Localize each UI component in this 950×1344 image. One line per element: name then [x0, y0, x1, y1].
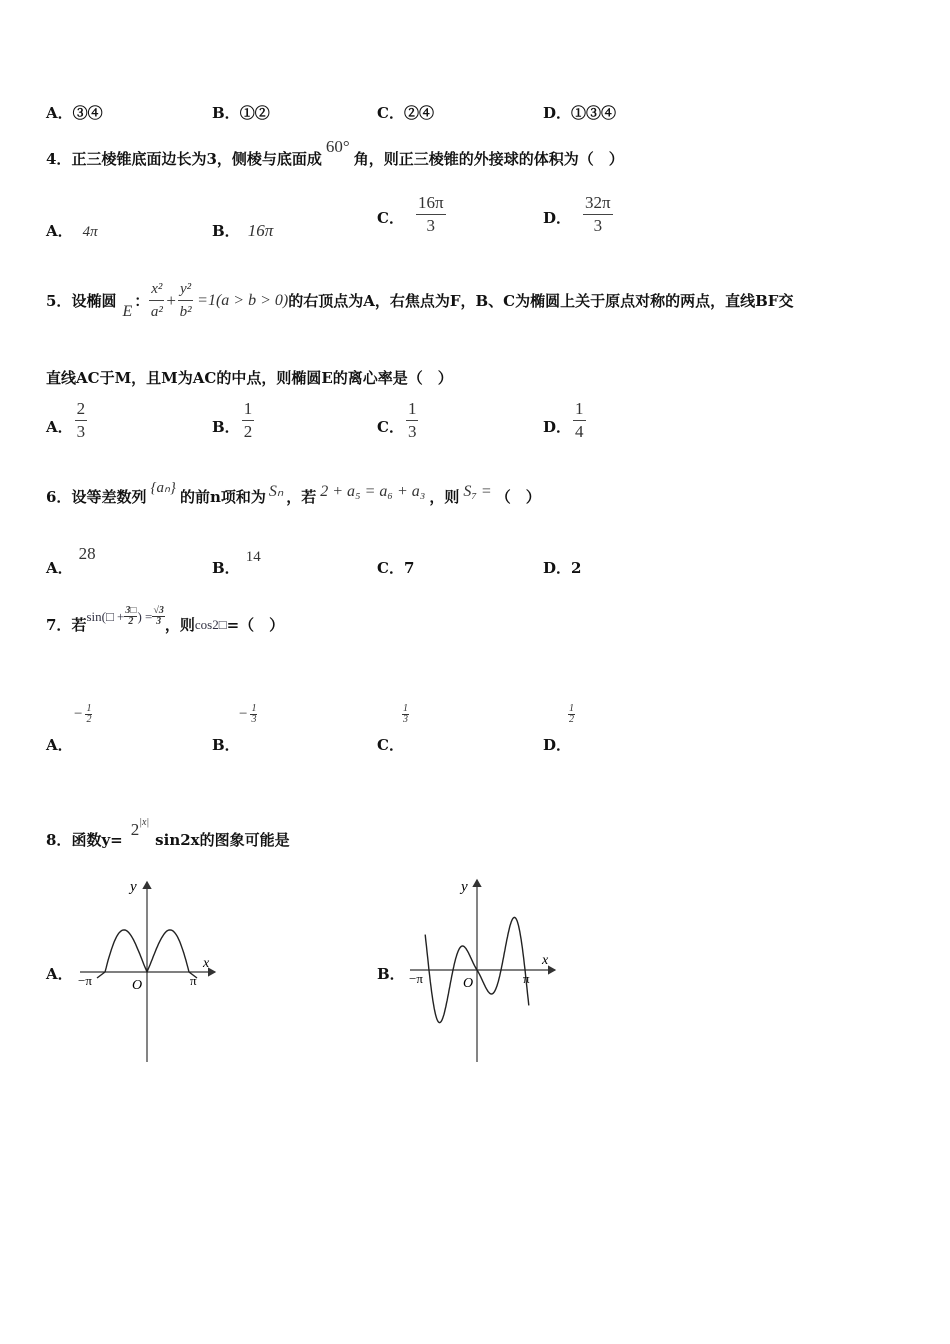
q5-line1-rest: 的右顶点为A，右焦点为F，B、C为椭圆上关于原点对称的两点，直线BF交 [288, 292, 794, 310]
q8-graph-a-x-label: x [203, 956, 210, 971]
q5-option-a: A． $\frac{2}{3}$ [46, 399, 86, 441]
q3-option-b-value: ①② [239, 104, 270, 122]
q7-option-c-value: $\frac{1}{3}$ [403, 703, 408, 725]
q4-number: 4． [46, 150, 72, 168]
q4-option-b-value: 16π [247, 221, 274, 240]
q8-graph-b-y-label: y [461, 879, 468, 895]
q8-graph-b-x-label: x [542, 953, 549, 968]
q7-stem [46, 605, 285, 635]
q5-x-fraction: $\frac{\text{x²}}{\text{a²}}$ [150, 281, 163, 320]
q3-option-c-value: ②④ [403, 104, 434, 122]
q6-option-d-value: 2 [571, 559, 582, 577]
q6-sequence: {aₙ} [150, 480, 176, 496]
q4-option-a-value: 4π [82, 224, 98, 240]
q5-colon: ： [134, 292, 150, 310]
q6-option-b: B．14 [212, 549, 261, 577]
q8-graph-a-pi: π [190, 973, 197, 988]
q4-stem [46, 137, 624, 169]
q8-graph-a [70, 872, 230, 1067]
q5-text1: 设椭圆 [71, 292, 117, 310]
q6-text3: ，若 [286, 488, 317, 506]
q4-text-before: 正三棱锥底面边长为3，侧棱与底面成 [71, 150, 322, 168]
q8-option-b: B． [377, 965, 405, 983]
q8-graph-b-neg-pi: −π [409, 971, 423, 986]
q8-text2: sin2x的图象可能是 [155, 831, 290, 849]
q3-option-b: B．①② [212, 104, 270, 122]
q5-stem-line1: 5． 设椭圆 E ： $\frac{\text{x²}}{\text{a²}}$ + $\frac{\text{y²}}{\text{b²}}$ =1(a > b > 0) 的右顶点为A，右焦点为F，B、C为椭圆上关于原点对称的两点，直线BF交 [46, 281, 794, 320]
q8-number: 8． [46, 831, 72, 849]
q8-graph-a-neg-pi: −π [78, 973, 92, 988]
q7-condition: sin(□ + $\frac{3□}{2}$ ) = $\frac{√3}{3}$ [86, 605, 164, 627]
q5-option-d-fraction: $\frac{1}{4}$ [575, 399, 584, 441]
q4-text-after: 角，则正三棱锥的外接球的体积为（ ） [353, 150, 624, 168]
q6-option-d: D．2 [543, 559, 582, 577]
q5-option-c: C． $\frac{1}{3}$ [377, 399, 417, 441]
q8-graph-b [405, 872, 565, 1067]
q6-option-b-value: 14 [245, 549, 261, 565]
q3-option-d: D．①③④ [543, 104, 617, 122]
q5-option-c-fraction: $\frac{1}{3}$ [407, 399, 417, 441]
q6-text5: （ ） [495, 488, 541, 506]
q4-option-b: B． 16π [212, 221, 274, 240]
q8-graph-a-y-label: y [130, 879, 137, 895]
q5-option-a-fraction: $\frac{2}{3}$ [76, 399, 86, 441]
q6-number: 6． [46, 488, 72, 506]
q7-option-c: C． [377, 736, 404, 754]
q5-stem-line2: 直线AC于M，且M为AC的中点，则椭圆E的离心率是（ ） [46, 369, 453, 387]
q6-option-a-value: 28 [78, 544, 96, 563]
q7-option-b-value: − $\frac{1}{3}$ [239, 703, 257, 725]
q4-option-d: D． $\frac{32\pi}{3}$ [543, 193, 611, 235]
q5-option-b-fraction: $\frac{1}{2}$ [243, 399, 253, 441]
q8-graph-a-origin: O [132, 978, 143, 993]
q8-stem [46, 817, 290, 850]
q7-text2: ，则 [164, 616, 195, 634]
q8-base: 2 [130, 820, 140, 839]
q4-option-a: A． 4π [46, 222, 98, 240]
q3-option-a: A．③④ [46, 104, 103, 122]
q5-equation: =1(a > b > 0) [197, 291, 289, 309]
q8-option-a: A． [46, 965, 73, 983]
q6-option-c: C．7 [377, 559, 415, 577]
q7-target: cos2□ [194, 617, 227, 632]
q4-option-c-fraction: $\frac{16\pi}{3}$ [417, 193, 444, 235]
q6-s7: S₇ = [463, 483, 492, 500]
q4-angle: 60° [325, 137, 350, 156]
q4-option-c: C． $\frac{16\pi}{3}$ [377, 193, 444, 235]
q3-option-a-value: ③④ [72, 104, 103, 122]
q6-text1: 设等差数列 [71, 488, 147, 506]
q7-option-a-value: − $\frac{1}{2}$ [74, 703, 92, 725]
q8-graph-b-pi: π [523, 971, 530, 986]
q6-stem [46, 480, 541, 507]
q5-number: 5． [46, 292, 72, 310]
q7-option-a: A． [46, 736, 73, 754]
q5-y-fraction: $\frac{\text{y²}}{\text{b²}}$ [179, 281, 192, 320]
q6-option-a: A．28 [46, 544, 96, 577]
q3-option-d-value: ①③④ [571, 104, 617, 122]
q5-option-b: B． $\frac{1}{2}$ [212, 399, 253, 441]
q6-text2: 的前n项和为 [179, 488, 266, 506]
q7-number: 7． [46, 616, 72, 634]
q7-option-d-value: $\frac{1}{2}$ [569, 703, 574, 725]
q5-var-e: E [122, 302, 133, 320]
q3-option-c: C．②④ [377, 104, 434, 122]
q7-text3: =（ ） [226, 616, 285, 634]
q8-exponent: |x| [139, 817, 150, 828]
q6-option-c-value: 7 [403, 559, 415, 577]
q5-option-d: D． $\frac{1}{4}$ [543, 399, 584, 441]
q7-option-d: D． [543, 736, 572, 754]
q8-text1: 函数y= [71, 831, 123, 849]
q6-condition: 2 + a₅ = a₆ + a₃ [320, 483, 426, 500]
q6-sn: Sₙ [268, 483, 284, 500]
q7-text1: 若 [71, 616, 87, 634]
q6-text4: ，则 [429, 488, 460, 506]
q4-option-d-fraction: $\frac{32\pi}{3}$ [585, 193, 611, 235]
q8-graph-b-origin: O [463, 976, 474, 991]
q7-option-b: B． [212, 736, 240, 754]
